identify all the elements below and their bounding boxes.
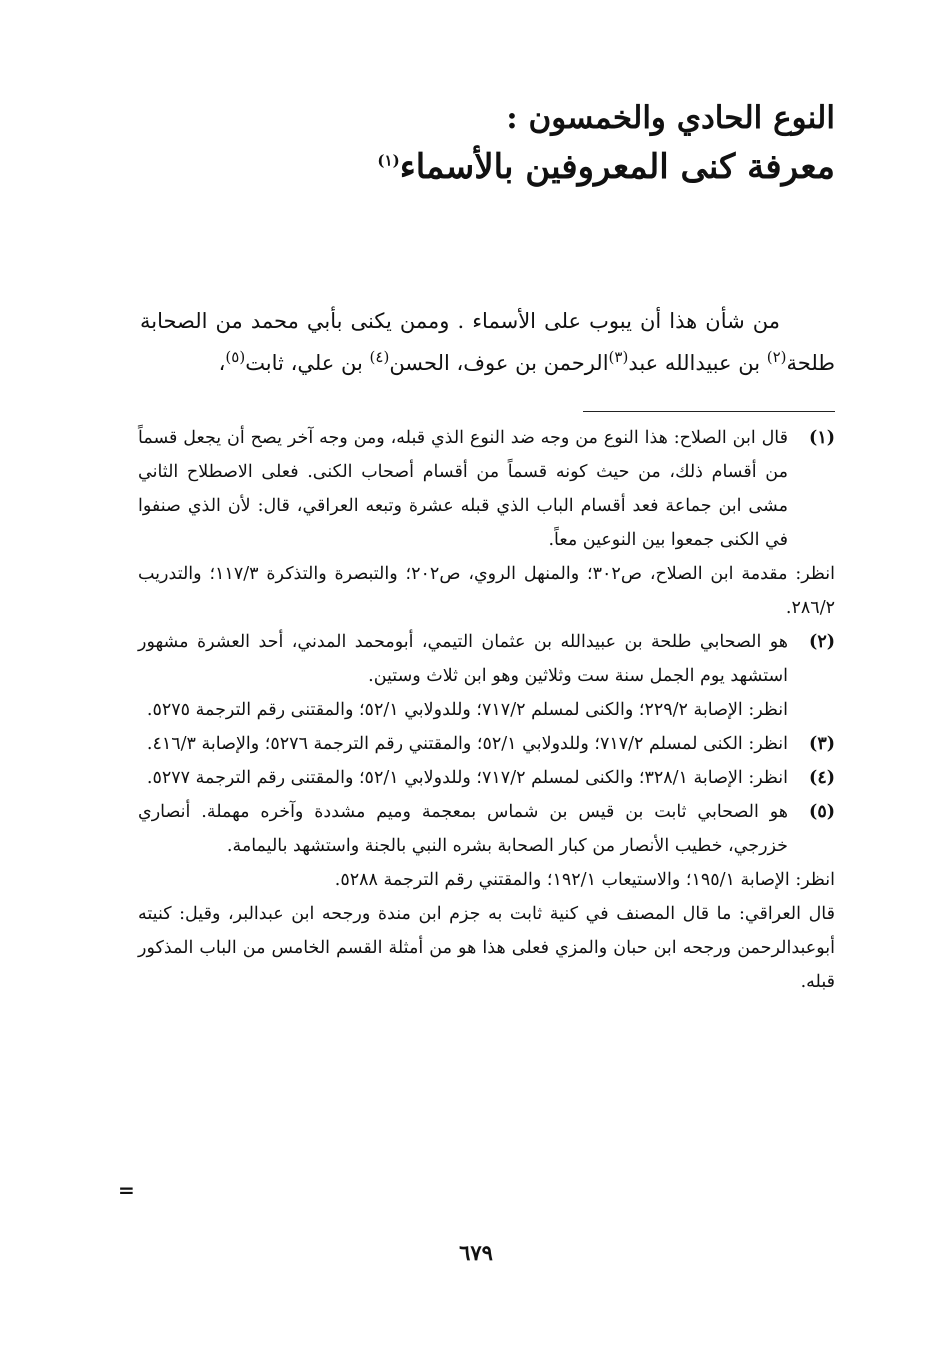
chapter-heading bbox=[135, 95, 835, 193]
footnote-ref-2: (٢) bbox=[766, 348, 787, 366]
footnote-separator bbox=[583, 411, 835, 412]
main-text-segment: بن علي، ثابت bbox=[245, 351, 370, 375]
footnote-2 bbox=[138, 625, 835, 727]
chapter-title-text: معرفة كنى المعروفين بالأسماء bbox=[399, 147, 835, 187]
footnote-ref-3: (٣) bbox=[608, 348, 629, 366]
footnote-1 bbox=[138, 421, 835, 625]
continuation-mark: = bbox=[118, 1178, 135, 1202]
footnote-5 bbox=[138, 795, 835, 999]
footnote-ref-1: (١) bbox=[377, 151, 400, 170]
footnote-paragraph: هو الصحابي طلحة بن عبيدالله بن عثمان التيمي، أبومحمد المدني، أحد العشرة مشهور استشهد يوم الجمل سنة ست وثلاثين وهو ابن ثلاث وستين. bbox=[138, 632, 788, 686]
main-paragraph bbox=[140, 300, 835, 384]
footnote-number: (١) bbox=[809, 428, 835, 448]
page-number: ٦٧٩ bbox=[459, 1240, 493, 1265]
chapter-title bbox=[135, 141, 835, 193]
footnote-ref-5: (٥) bbox=[225, 348, 246, 366]
footnote-number: (٤) bbox=[809, 768, 835, 788]
footnote-4 bbox=[138, 761, 835, 795]
footnote-paragraph: هو الصحابي ثابت بن قيس بن شماس بمعجمة وميم مشددة وآخره مهملة. أنصاري خزرجي، خطيب الأنصار من كبار الصحابة بشره النبي بالجنة واستشهد باليمامة. bbox=[138, 802, 788, 856]
footnote-ref-4: (٤) bbox=[369, 348, 390, 366]
main-text-segment: بن عبيدالله عبد bbox=[628, 351, 767, 375]
footnote-paragraph: قال العراقي: ما قال المصنف في كنية ثابت به جزم ابن مندة ورجحه ابن عبدالبر، وقيل: كنيته أبوعبدالرحمن ورجحه ابن حبان والمزي فعلى هذا هو من أمثلة القسم الخامس من الباب المذكور قبله. bbox=[138, 904, 835, 992]
footnote-paragraph: انظر: الكنى لمسلم ٧١٧/٢؛ وللدولابي ٥٢/١؛ والمقتني رقم الترجمة ٥٢٧٦؛ والإصابة ٤١٦/٣. bbox=[146, 734, 788, 754]
footnote-paragraph: انظر: الإصابة ٣٢٨/١؛ والكنى لمسلم ٧١٧/٢؛ وللدولابي ٥٢/١؛ والمقتنى رقم الترجمة ٥٢٧٧. bbox=[146, 768, 788, 788]
footnote-paragraph: انظر: مقدمة ابن الصلاح، ص٣٠٢؛ والمنهل الروي، ص٢٠٢؛ والتبصرة والتذكرة ١١٧/٣؛ والتدريب ٢٨٦/٢. bbox=[138, 564, 835, 618]
main-text-segment: الرحمن بن عوف، الحسن bbox=[389, 351, 609, 375]
chapter-number-title: النوع الحادي والخمسون : bbox=[506, 100, 835, 136]
footnote-number: (٥) bbox=[809, 802, 835, 822]
footnote-number: (٢) bbox=[809, 632, 835, 652]
footnote-3 bbox=[138, 727, 835, 761]
main-text-segment: ، bbox=[218, 351, 226, 375]
footnote-paragraph: انظر: الإصابة ١٩٥/١؛ والاستيعاب ١٩٢/١؛ والمقتني رقم الترجمة ٥٢٨٨. bbox=[334, 870, 835, 890]
footnote-paragraph: انظر: الإصابة ٢٢٩/٢؛ والكنى لمسلم ٧١٧/٢؛ وللدولابي ٥٢/١؛ والمقتنى رقم الترجمة ٥٢٧٥. bbox=[146, 700, 788, 720]
main-text bbox=[140, 300, 835, 384]
footnote-number: (٣) bbox=[809, 734, 835, 754]
footnotes bbox=[138, 421, 835, 999]
footnote-paragraph: قال ابن الصلاح: هذا النوع من وجه ضد النوع الذي قبله، ومن وجه آخر يصح أن يجعل قسماً من أقسام ذلك، من حيث كونه قسماً من أقسام أصحاب الكنى. فعلى الاصطلاح الثاني مشى ابن جماعة فعد أقسام الباب الذي قبله عشرة وتبعه العراقي، قال: لأن الذي صنفوا في الكنى جمعوا بين النوعين معاً. bbox=[138, 428, 788, 550]
main-text-segment: من شأن هذا أن يبوب على الأسماء . وممن يكنى بأبي محمد من الصحابة طلحة bbox=[140, 309, 835, 375]
